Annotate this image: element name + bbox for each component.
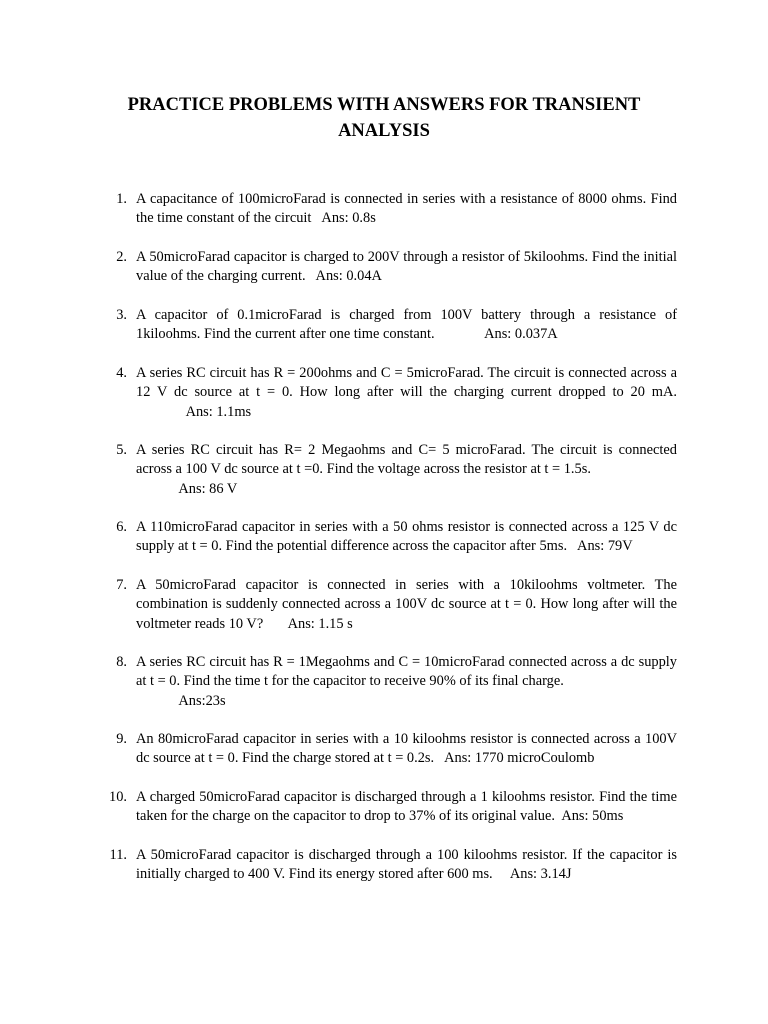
problem-item	[116, 364, 677, 422]
problem-answer: Ans: 50ms	[554, 808, 624, 825]
problem-answer: Ans: 0.037A	[434, 326, 558, 343]
problem-item	[116, 518, 677, 557]
problem-number: 4.	[116, 365, 127, 381]
problem-answer: Ans: 1.1ms	[136, 403, 252, 420]
problem-number: 5.	[116, 442, 127, 458]
problem-text: A 50microFarad capacitor is discharged through a 100 kiloohms resistor. If the capacitor is initially charged to 400 V. Find its energy stored after 600 ms.	[136, 847, 677, 883]
problem-text: A series RC circuit has R= 2 Megaohms and C= 5 microFarad. The circuit is connected across a 100 V dc source at t =0. Find the voltage across the resistor at t = 1.5s.	[136, 442, 677, 478]
problem-answer: Ans: 0.8s	[311, 210, 376, 227]
problem-item	[116, 441, 677, 499]
problem-item	[109, 788, 677, 827]
problem-answer: Ans:23s	[136, 692, 226, 709]
problem-item	[116, 730, 677, 769]
problem-number: 10.	[109, 789, 127, 805]
problem-number: 8.	[116, 654, 127, 670]
problem-text: A 50microFarad capacitor is charged to 200V through a resistor of 5kiloohms. Find the initial value of the charging current.	[136, 249, 677, 285]
problem-answer: Ans: 86 V	[136, 480, 238, 497]
problem-text: A capacitance of 100microFarad is connected in series with a resistance of 8000 ohms. Find the time constant of the circuit	[136, 191, 677, 227]
problem-item	[116, 190, 677, 229]
problem-text: A series RC circuit has R = 200ohms and C = 5microFarad. The circuit is connected across a 12 V dc source at t = 0. How long after will the charging current dropped to 20 mA.	[136, 365, 677, 401]
problem-answer: Ans: 1770 microCoulomb	[434, 750, 595, 767]
problem-number: 9.	[116, 731, 127, 747]
problem-number: 3.	[116, 307, 127, 323]
problem-text: A 50microFarad capacitor is connected in series with a 10kiloohms voltmeter. The combination is suddenly connected across a 100V dc source at t = 0. How long after will the voltmeter reads 10 V?	[136, 577, 677, 632]
problem-text: A series RC circuit has R = 1Megaohms and C = 10microFarad connected across a dc supply at t = 0. Find the time t for the capacitor to receive 90% of its final charge.	[136, 654, 677, 690]
problem-item	[116, 576, 677, 634]
problem-text: An 80microFarad capacitor in series with a 10 kiloohms resistor is connected across a 100V dc source at t = 0. Find the charge stored at t = 0.2s.	[136, 731, 677, 767]
problem-answer: Ans: 1.15 s	[263, 615, 353, 632]
problem-item	[109, 846, 677, 885]
problem-answer: Ans: 0.04A	[305, 268, 382, 285]
problem-number: 11.	[109, 847, 127, 863]
problem-text: A capacitor of 0.1microFarad is charged from 100V battery through a resistance of 1kiloohms. Find the current after one time constant.	[136, 307, 677, 343]
problem-number: 6.	[116, 519, 127, 535]
problem-answer: Ans: 79V	[567, 538, 633, 555]
problem-number: 1.	[116, 191, 127, 207]
problem-number: 2.	[116, 249, 127, 265]
problem-item	[116, 306, 677, 345]
problem-text: A charged 50microFarad capacitor is discharged through a 1 kiloohms resistor. Find the time taken for the charge on the capacitor to drop to 37% of its original value.	[136, 789, 677, 825]
problem-item	[116, 653, 677, 711]
problem-text: A 110microFarad capacitor in series with a 50 ohms resistor is connected across a 125 V dc supply at t = 0. Find the potential difference across the capacitor after 5ms.	[136, 519, 677, 555]
problem-item	[116, 248, 677, 287]
problem-number: 7.	[116, 577, 127, 593]
problem-answer: Ans: 3.14J	[492, 866, 572, 883]
page-title: PRACTICE PROBLEMS WITH ANSWERS FOR TRANSIENT ANALYSIS	[127, 95, 641, 141]
